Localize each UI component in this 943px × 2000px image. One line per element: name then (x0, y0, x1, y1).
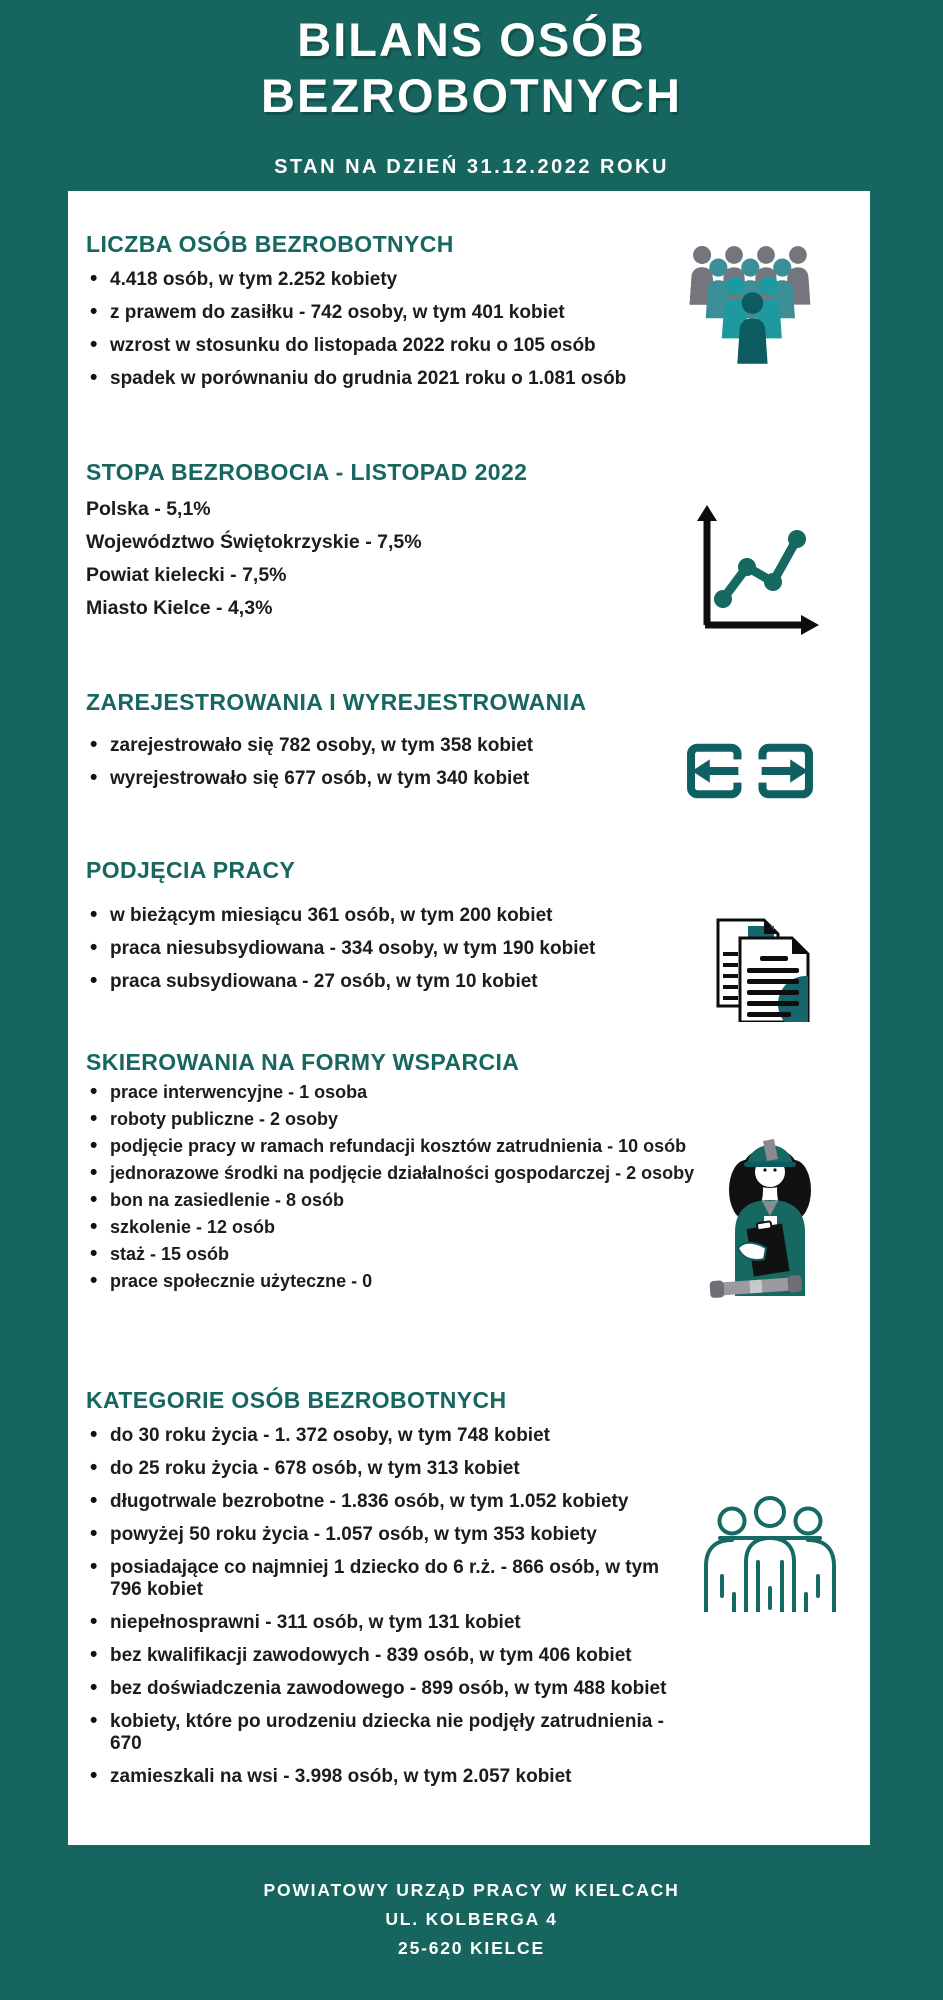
footer-org-name: POWIATOWY URZĄD PRACY W KIELCACH (263, 1880, 680, 1900)
page-title-line1: BILANS OSÓB (297, 13, 646, 66)
list-item: • prace interwencyjne - 1 osoba (86, 1082, 746, 1103)
list-item: Polska - 5,1% (86, 498, 211, 520)
list-item: • wzrost w stosunku do listopada 2022 roku o 105 osób (86, 335, 726, 357)
plain-list (86, 498, 527, 619)
footer-street: UL. KOLBERGA 4 (385, 1909, 558, 1929)
list-item: • zarejestrowało się 782 osoby, w tym 358 kobiet (86, 735, 726, 757)
section-heading: PODJĘCIA PRACY (86, 857, 296, 883)
footer-city: 25-620 KIELCE (398, 1938, 545, 1958)
section-support-referrals (86, 1049, 746, 1292)
bullet-list (86, 1425, 686, 1788)
list-item: • roboty publiczne - 2 osoby (86, 1109, 746, 1130)
section-unemployed-count (86, 231, 726, 390)
list-item: Powiat kielecki - 7,5% (86, 564, 287, 586)
section-heading: SKIEROWANIA NA FORMY WSPARCIA (86, 1049, 520, 1075)
list-item: • zamieszkali na wsi - 3.998 osób, w tym 2.057 kobiet (86, 1766, 686, 1788)
list-item: • posiadające co najmniej 1 dziecko do 6 r.ż. - 866 osób, w tym 796 kobiet (86, 1557, 686, 1601)
list-item: Województwo Świętokrzyskie - 7,5% (86, 531, 422, 553)
list-item: • staż - 15 osób (86, 1244, 746, 1265)
documents-icon (712, 918, 818, 1022)
list-item: • podjęcie pracy w ramach refundacji kosztów zatrudnienia - 10 osób (86, 1136, 746, 1157)
people-crowd-icon (687, 246, 829, 374)
section-heading: ZAREJESTROWANIA I WYREJESTROWANIA (86, 689, 587, 715)
list-item: Miasto Kielce - 4,3% (86, 597, 273, 619)
list-item: • praca niesubsydiowana - 334 osoby, w tym 190 kobiet (86, 938, 726, 960)
section-heading: STOPA BEZROBOCIA - LISTOPAD 2022 (86, 459, 528, 485)
section-job-take-ups (86, 857, 726, 993)
list-item: • do 30 roku życia - 1. 372 osoby, w tym 748 kobiet (86, 1425, 686, 1447)
list-item: • z prawem do zasiłku - 742 osoby, w tym 401 kobiet (86, 302, 726, 324)
page-title (0, 12, 943, 125)
bullet-list (86, 1082, 746, 1292)
list-item: • praca subsydiowana - 27 osób, w tym 10 kobiet (86, 971, 726, 993)
section-heading: KATEGORIE OSÓB BEZROBOTNYCH (86, 1387, 507, 1413)
in-out-arrows-icon (683, 738, 817, 804)
section-unemployed-categories (86, 1387, 686, 1788)
page-subtitle: STAN NA DZIEŃ 31.12.2022 ROKU (274, 156, 669, 178)
list-item: • długotrwale bezrobotne - 1.836 osób, w tym 1.052 kobiety (86, 1491, 686, 1513)
people-group-outline-icon (701, 1496, 839, 1612)
list-item: • wyrejestrowało się 677 osób, w tym 340 kobiet (86, 768, 726, 790)
list-item: • jednorazowe środki na podjęcie działalności gospodarczej - 2 osoby (86, 1163, 746, 1184)
list-item: • kobiety, które po urodzeniu dziecka nie podjęły zatrudnienia - 670 (86, 1711, 686, 1755)
list-item: • szkolenie - 12 osób (86, 1217, 746, 1238)
list-item: • bez kwalifikacji zawodowych - 839 osób, w tym 406 kobiet (86, 1645, 686, 1667)
list-item: • bez doświadczenia zawodowego - 899 osób, w tym 488 kobiet (86, 1678, 686, 1700)
list-item: • w bieżącym miesiącu 361 osób, w tym 200 kobiet (86, 905, 726, 927)
list-item: • 4.418 osób, w tym 2.252 kobiety (86, 269, 726, 291)
worker-woman-icon (708, 1128, 834, 1304)
page-title-line2: BEZROBOTNYCH (261, 69, 682, 123)
list-item: • bon na zasiedlenie - 8 osób (86, 1190, 746, 1211)
list-item: • prace społecznie użyteczne - 0 (86, 1271, 746, 1292)
line-chart-icon (693, 503, 821, 635)
section-heading: LICZBA OSÓB BEZROBOTNYCH (86, 231, 454, 257)
list-item: • niepełnosprawni - 311 osób, w tym 131 kobiet (86, 1612, 686, 1634)
bullet-list (86, 269, 726, 390)
list-item: • do 25 roku życia - 678 osób, w tym 313 kobiet (86, 1458, 686, 1480)
section-unemployment-rate (86, 459, 527, 619)
list-item: • spadek w porównaniu do grudnia 2021 roku o 1.081 osób (86, 368, 726, 390)
bullet-list (86, 735, 726, 790)
list-item: • powyżej 50 roku życia - 1.057 osób, w tym 353 kobiety (86, 1524, 686, 1546)
footer (0, 1876, 943, 1963)
section-registrations (86, 689, 726, 790)
bullet-list (86, 905, 726, 993)
